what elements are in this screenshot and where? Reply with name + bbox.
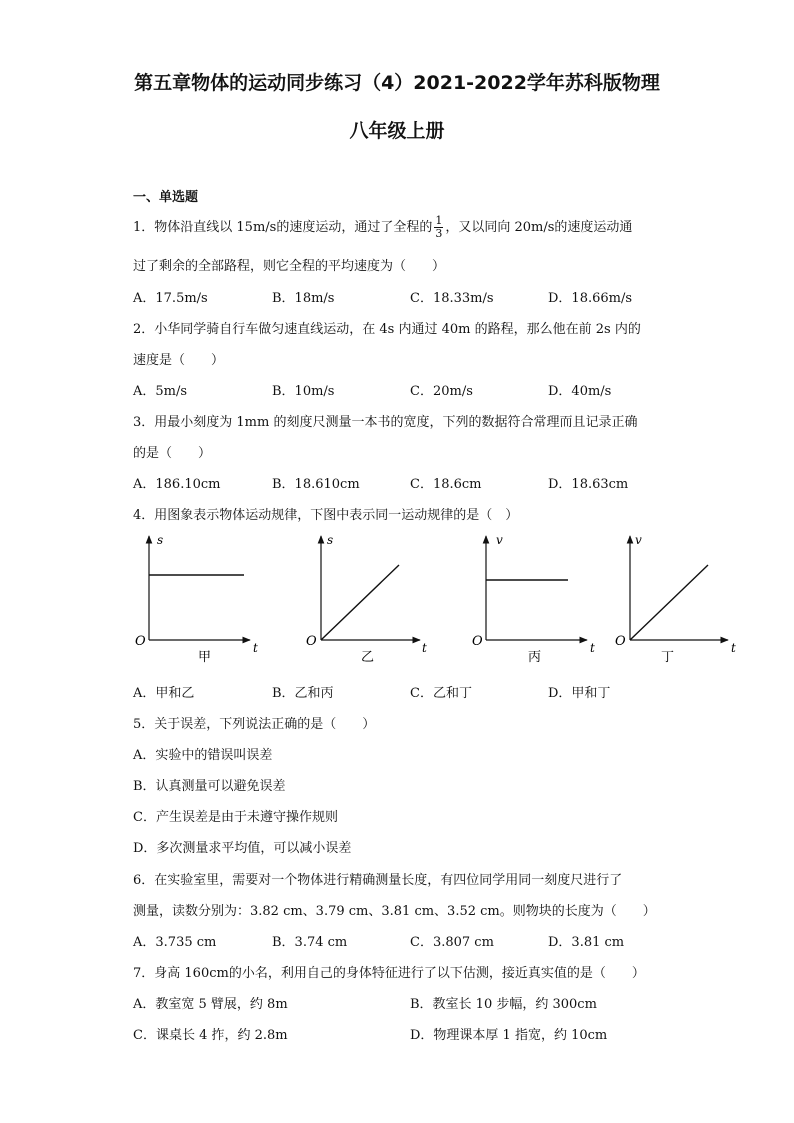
q6-option-a[interactable]: A．3.735 cm [133, 935, 217, 950]
graph-yi [306, 533, 427, 665]
q1-option-a[interactable]: A．17.5m/s [133, 291, 208, 306]
q4-option-c[interactable]: C．乙和丁 [410, 686, 472, 701]
question-3-line-2: 的是（ ） [133, 446, 212, 461]
q6-option-c[interactable]: C．3.807 cm [410, 935, 494, 950]
x-axis-label: t [731, 641, 736, 655]
distance-line-rising [321, 565, 399, 640]
q3-option-b[interactable]: B．18.610cm [272, 477, 360, 492]
origin-label: O [472, 634, 483, 649]
q3-option-c[interactable]: C．18.6cm [410, 477, 482, 492]
question-1-line-2: 过了剩余的全部路程，则它全程的平均速度为（ ） [133, 259, 446, 274]
velocity-line-rising [630, 565, 708, 640]
graph-jia [135, 533, 258, 665]
question-3-line-1: 3．用最小刻度为 1mm 的刻度尺测量一本书的宽度，下列的数据符合常理而且记录正确 [133, 415, 638, 430]
question-1-text-pre: 1．物体沿直线以 15m/s的速度运动，通过了全程的 [133, 220, 433, 235]
motion-graphs [120, 528, 750, 673]
question-6-line-2: 测量，读数分别为：3.82 cm、3.79 cm、3.81 cm、3.52 cm。则物块的长度为（ ） [133, 904, 656, 919]
q4-option-b[interactable]: B．乙和丙 [272, 686, 334, 701]
question-4-line-1: 4．用图象表示物体运动规律，下图中表示同一运动规律的是（ ） [133, 508, 519, 523]
q7-option-d[interactable]: D．物理课本厚 1 指宽，约 10cm [410, 1028, 608, 1043]
question-2-line-2: 速度是（ ） [133, 353, 225, 368]
question-5-line-1: 5．关于误差，下列说法正确的是（ ） [133, 717, 376, 732]
q2-option-b[interactable]: B．10m/s [272, 384, 335, 399]
q5-option-b[interactable]: B．认真测量可以避免误差 [133, 779, 286, 794]
question-6-line-1: 6．在实验室里，需要对一个物体进行精确测量长度，有四位同学用同一刻度尺进行了 [133, 873, 623, 888]
page-title: 第五章物体的运动同步练习（4）2021-2022学年苏科版物理 [134, 72, 660, 94]
q3-option-d[interactable]: D．18.63cm [548, 477, 629, 492]
q7-option-b[interactable]: B．教室长 10 步幅，约 300cm [410, 997, 597, 1012]
q7-option-a[interactable]: A．教室宽 5 臂展，约 8m [133, 997, 288, 1012]
fraction [434, 215, 443, 240]
q4-option-a[interactable]: A．甲和乙 [133, 686, 195, 701]
q1-option-b[interactable]: B．18m/s [272, 291, 335, 306]
question-2-line-1: 2．小华同学骑自行车做匀速直线运动，在 4s 内通过 40m 的路程，那么他在前 2s 内的 [133, 322, 641, 337]
q7-option-c[interactable]: C．课桌长 4 拃，约 2.8m [133, 1028, 288, 1043]
origin-label: O [306, 634, 317, 649]
question-1-text-post: ，又以同向 20m/s的速度运动通 [445, 220, 633, 235]
origin-label: O [135, 634, 146, 649]
q4-option-d[interactable]: D．甲和丁 [548, 686, 611, 701]
graph-caption: 丁 [661, 650, 675, 665]
page-subtitle: 八年级上册 [349, 120, 445, 142]
question-1-line-1 [133, 215, 632, 240]
question-7-line-1: 7．身高 160cm的小名，利用自己的身体特征进行了以下估测，接近真实值的是（ ） [133, 966, 645, 981]
fraction-numerator: 1 [435, 214, 443, 227]
y-axis-label: v [496, 533, 503, 547]
q5-option-a[interactable]: A．实验中的错误叫误差 [133, 748, 273, 763]
q5-option-c[interactable]: C．产生误差是由于未遵守操作规则 [133, 810, 338, 825]
q6-option-b[interactable]: B．3.74 cm [272, 935, 348, 950]
q2-option-c[interactable]: C．20m/s [410, 384, 473, 399]
graph-bing [472, 533, 595, 665]
x-axis-label: t [590, 641, 595, 655]
x-axis-label: t [422, 641, 427, 655]
y-axis-label: s [327, 533, 334, 547]
graph-caption: 乙 [361, 650, 375, 665]
q6-option-d[interactable]: D．3.81 cm [548, 935, 625, 950]
fraction-denominator: 3 [435, 227, 443, 240]
section-heading: 一、单选题 [133, 190, 199, 205]
q2-option-a[interactable]: A．5m/s [133, 384, 188, 399]
graph-caption: 丙 [528, 650, 542, 665]
y-axis-label: v [635, 533, 642, 547]
x-axis-label: t [253, 641, 258, 655]
q3-option-a[interactable]: A．186.10cm [133, 477, 221, 492]
q2-option-d[interactable]: D．40m/s [548, 384, 612, 399]
graph-ding [615, 533, 736, 665]
origin-label: O [615, 634, 626, 649]
q1-option-c[interactable]: C．18.33m/s [410, 291, 494, 306]
q1-option-d[interactable]: D．18.66m/s [548, 291, 633, 306]
y-axis-label: s [157, 533, 164, 547]
q5-option-d[interactable]: D．多次测量求平均值，可以减小误差 [133, 841, 352, 856]
graph-caption: 甲 [198, 650, 212, 665]
